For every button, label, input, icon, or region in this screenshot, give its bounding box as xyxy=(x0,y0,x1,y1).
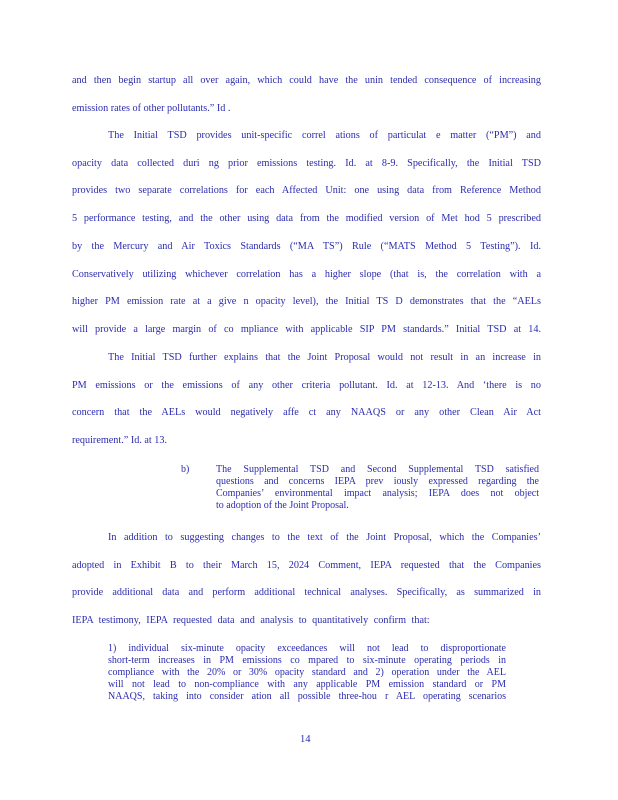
body-line: emission rates of other pollutants.” Id . xyxy=(72,103,231,114)
subheading-line: questions and concerns IEPA prev iously expressed regarding the xyxy=(216,476,539,487)
quote-line: NAAQS, taking into consider ation all possible three-hou r AEL operating scenarios xyxy=(108,691,506,702)
body-line: adopted in Exhibit B to their March 15, 2024 Comment, IEPA requested that the Companies xyxy=(72,560,541,571)
subheading-marker: b) xyxy=(181,464,190,475)
subheading-line: Companies’ environmental impact analysis; IEPA does not object xyxy=(216,488,539,499)
body-line: PM emissions or the emissions of any other criteria pollutant. Id. at 12-13. And ‘there is no xyxy=(72,380,541,391)
body-line: and then begin startup all over again, which could have the unin tended consequence of increasing xyxy=(72,75,541,86)
page-number: 14 xyxy=(300,734,311,745)
subheading-line: to adoption of the Joint Proposal. xyxy=(216,500,349,511)
subheading xyxy=(216,464,539,512)
body-line: higher PM emission rate at a give n opacity level), the Initial TS D demonstrates that the “AELs xyxy=(72,296,541,307)
body-line: provide additional data and perform additional technical analyses. Specifically, as summarized in xyxy=(72,587,541,598)
quote-line: compliance with the 20% or 30% opacity standard and 2) operation under the AEL xyxy=(108,667,506,678)
subheading-line: The Supplemental TSD and Second Supplemental TSD satisfied xyxy=(216,464,539,475)
quote-line: will not lead to non-compliance with any applicable PM emission standard or PM xyxy=(108,679,506,690)
quote-line: short-term increases in PM emissions co mpared to six-minute operating periods in xyxy=(108,655,506,666)
body-line: IEPA testimony, IEPA requested data and analysis to quantitatively confirm that: xyxy=(72,615,430,626)
body-line: 5 performance testing, and the other using data from the modified version of Met hod 5 prescribed xyxy=(72,213,541,224)
body-line: The Initial TSD provides unit-specific correl ations of particulat e matter (“PM”) and xyxy=(108,130,541,141)
body-line: Conservatively utilizing whichever correlation has a higher slope (that is, the correlation with a xyxy=(72,269,541,280)
body-line: requirement.” Id. at 13. xyxy=(72,435,168,446)
body-line: will provide a large margin of co mpliance with applicable SIP PM standards.” Initial TSD at 14. xyxy=(72,324,541,335)
body-line: The Initial TSD further explains that the Joint Proposal would not result in an increase in xyxy=(108,352,541,363)
quote-line: 1) individual six-minute opacity exceedances will not lead to disproportionate xyxy=(108,643,506,654)
body-line: concern that the AELs would negatively affe ct any NAAQS or any other Clean Air Act xyxy=(72,407,541,418)
body-line: opacity data collected duri ng prior emissions testing. Id. at 8-9. Specifically, the Initial TSD xyxy=(72,158,541,169)
block-quote xyxy=(108,643,506,703)
body-line: by the Mercury and Air Toxics Standards (“MA TS”) Rule (“MATS Method 5 Testing”). Id. xyxy=(72,241,541,252)
body-line: In addition to suggesting changes to the text of the Joint Proposal, which the Companies’ xyxy=(108,532,541,543)
body-line: provides two separate correlations for each Affected Unit: one using data from Reference Method xyxy=(72,185,541,196)
